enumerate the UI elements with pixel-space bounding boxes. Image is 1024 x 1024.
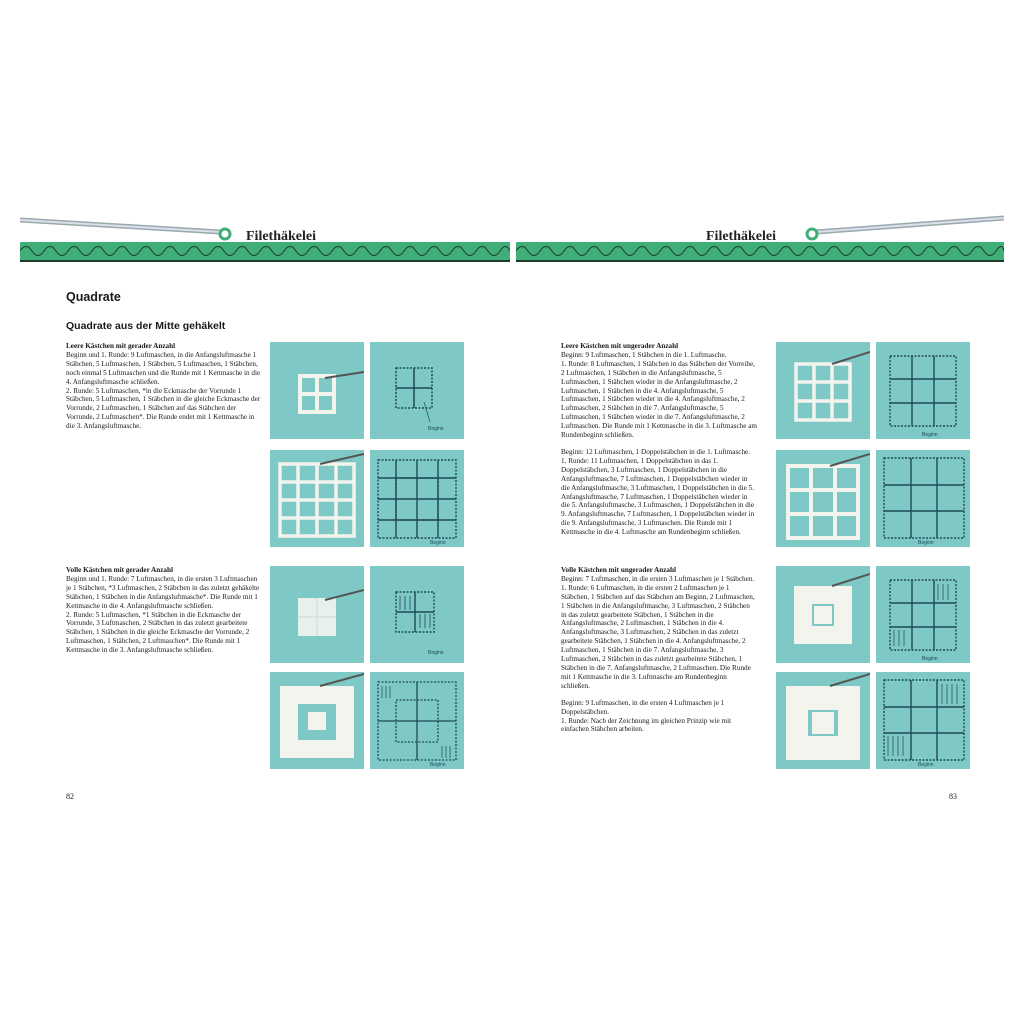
right-block-2-text-b: Beginn: 9 Luftmaschen, in die ersten 4 Luftmaschen je 1 Doppelstäbchen. 1. Runde: Nach der Zeichnung im gleichen Prinzip wie mit einfachen Stäbchen arbeiten.: [561, 698, 732, 734]
crochet-sample-3x3-large-illustration: [776, 450, 870, 547]
crochet-photo-4: [270, 672, 364, 769]
crochet-sample-3x3-illustration: [776, 342, 870, 439]
crochet-photo-8: [776, 672, 870, 769]
crochet-photo-7: [776, 566, 870, 663]
crochet-diagram-2: [370, 450, 464, 547]
crochet-diagram-3: [370, 566, 464, 663]
crochet-sample-solid-3x3-large-illustration: [776, 672, 870, 769]
crochet-diagram-4: [370, 672, 464, 769]
crochet-diagram-7: [876, 566, 970, 663]
crochet-photo-2: [270, 450, 364, 547]
crochet-sample-2x2-illustration: [270, 342, 364, 439]
diagram-2-label: Beginn: [430, 540, 446, 546]
chart-diagram-7: [876, 566, 970, 663]
right-block-1-title: Leere Kästchen mit ungerader Anzahl: [561, 342, 679, 350]
right-block-1-text-b: Beginn: 12 Luftmaschen, 1 Doppelstäbchen in die 1. Luftmasche. 1. Runde: 11 Luftmaschen, 1 Doppelstäbchen in das 1. Doppelstäbchen, 3 Luftmaschen, 1 Doppelstäbchen in die Anfangsluftmasche, 7 Luftmaschen, 1 Doppelstäbchen wieder in die Anfangsluftmasche, 3 Luftmaschen, 1 Doppelstäbchen in die 5. Anfangsluftmasche, 7 Luftmaschen, 1 Doppelstäbchen wieder in die 5. Anfangsluftmasche, 3 Luftmaschen, 1 Doppelstäbchen in die 9. Anfangsluftmasche, 7 Luftmaschen, 1 Doppelstäbchen wieder in die 9. Anfangsluftmasche, 3 Luftmaschen. Die Runde mit 1 Kettmasche in die 4. Luftmasche am Rundenbeginn schließen.: [561, 447, 755, 537]
chart-diagram-1: [370, 342, 464, 439]
crochet-sample-solid-3x3-illustration: [776, 566, 870, 663]
right-block-2-title: Volle Kästchen mit ungerader Anzahl: [561, 566, 677, 574]
diagram-6-label: Beginn: [918, 540, 934, 546]
crochet-photo-5: [776, 342, 870, 439]
subsection-title: Quadrate aus der Mitte gehäkelt: [66, 320, 226, 332]
chart-diagram-4: [370, 672, 464, 769]
chart-diagram-8: [876, 672, 970, 769]
diagram-4-label: Beginn: [430, 762, 446, 768]
page-number-left: 82: [66, 792, 74, 801]
crochet-diagram-6: [876, 450, 970, 547]
crochet-diagram-5: [876, 342, 970, 439]
left-header-title: Filethäkelei: [246, 229, 316, 244]
chart-diagram-2: [370, 450, 464, 547]
left-block-1-text: Beginn und 1. Runde: 9 Luftmaschen, in die Anfangsluftmasche 1 Stäbchen, 5 Luftmaschen, 1 Stäbchen, 5 Luftmaschen, 1 Stäbchen, noch einmal 5 Luftmaschen und die Runde mit 1 Kettmasche in die 4. Anfangsluftmasche schließen. 2. Runde: 5 Luftmaschen, *in die Eckmasche der Vorrunde 1 Stäbchen, 5 Luftmaschen, 1 Stäbchen in die gleiche Eckmasche der Vorrunde, 2 Luftmaschen, 1 Stäbchen auf das Stäbchen der Vorrunde, 2 Luftmaschen*. Die Runde endet mit 1 Kettmasche in die 3. Anfangsluftmasche.: [66, 350, 261, 431]
section-title: Quadrate: [66, 290, 121, 304]
diagram-5-label: Beginn: [922, 432, 938, 438]
crochet-sample-solid-2x2-illustration: [270, 566, 364, 663]
left-block-1: [66, 342, 262, 431]
left-block-1-title: Leere Kästchen mit gerader Anzahl: [66, 342, 176, 350]
right-header-title: Filethäkelei: [706, 229, 776, 244]
crochet-photo-6: [776, 450, 870, 547]
chart-diagram-6: [876, 450, 970, 547]
right-block-2-text-a: Beginn: 7 Luftmaschen, in die ersten 3 Luftmaschen je 1 Stäbchen. 1. Runde: 6 Luftmaschen, in die ersten 2 Luftmaschen je 1 Stäbchen, 1 Stäbchen auf das Stäbchen am Beginn, 2 Luftmaschen, 1 Stäbchen in die Anfangsluftmasche, 3 Luftmaschen, 2 Stäbchen in das zuletzt gearbeitete Stäbchen, 1 Stäbchen in die Anfangsluftmasche, 2 Luftmaschen, 1 Stäbchen in die 4. Anfangsluftmasche, 3 Luftmaschen, 2 Stäbchen in das zuletzt gearbeitete Stäbchen, 1 Stäbchen in die 4. Anfangsluftmasche, 2 Luftmaschen, 1 Stäbchen in die 7. Anfangsluftmasche, 3 Luftmaschen, 2 Stäbchen in das zuletzt gearbeitete Stäbchen, 1 Stäbchen in die 7. Anfangsluftmasche, 2 Luftmaschen. Die Runde mit 1 Kettmasche in die 3. Luftmasche am Rundenbeginn schließen.: [561, 574, 755, 690]
left-block-2-text: Beginn und 1. Runde: 7 Luftmaschen, in die ersten 3 Luftmaschen je 1 Stäbchen, *3 Luftmaschen, 2 Stäbchen in das zuletzt gehäkelte Stäbchen, 1 Stäbchen in die Anfangsluftmasche*. Die Runde mit 1 Kettmasche in die 4. Anfangsluftmasche schließen. 2. Runde: 5 Luftmaschen, *1 Stäbchen in die Eckmasche der Vorrunde, 3 Luftmaschen, 2 Stäbchen in das zuletzt gearbeitete Stäbchen, 1 Stäbchen in die gleiche Eckmasche der Vorrunde, 2 Luftmaschen, 1 Stäbchen, 2 Luftmaschen*. Die Runde mit 1 Kettmasche in die 3. Anfangsluftmasche schließen.: [66, 574, 260, 655]
crochet-diagram-8: [876, 672, 970, 769]
diagram-8-label: Beginn: [918, 762, 934, 768]
crochet-sample-4x4-illustration: [270, 450, 364, 547]
right-block-1: [561, 342, 757, 537]
right-block-2: [561, 566, 757, 734]
crochet-photo-3: [270, 566, 364, 663]
chart-diagram-5: [876, 342, 970, 439]
right-block-1-text-a: Beginn: 9 Luftmaschen, 1 Stäbchen in die 1. Luftmasche. 1. Runde: 8 Luftmaschen, 1 Stäbchen in das Stäbchen der Vorreihe, 2 Luftmaschen, 1 Stäbchen in die Anfangsluftmasche, 5 Luftmaschen, 1 Stäbchen wieder in die Anfangsluftmasche, 2 Luftmaschen, 1 Stäbchen in die 4. Anfangsluftmasche, 5 Luftmaschen, 1 Stäbchen wieder in die 4. Anfangsluftmasche, 2 Luftmaschen, 2 Stäbchen in die 7. Anfangsluftmasche, 5 Luftmaschen, 1 Stäbchen wieder in die 7. Anfangsluftmasche, 2 Luftmaschen. Die Runde mit 1 Kettmasche in die 3. Luftmasche am Rundenbeginn schließen.: [561, 350, 758, 440]
left-block-2: [66, 566, 262, 655]
crochet-sample-solid-4x4-illustration: [270, 672, 364, 769]
diagram-7-label: Beginn: [922, 656, 938, 662]
crochet-photo-1: [270, 342, 364, 439]
left-block-2-title: Volle Kästchen mit gerader Anzahl: [66, 566, 174, 574]
page-number-right: 83: [949, 792, 957, 801]
chart-diagram-3: [370, 566, 464, 663]
crochet-diagram-1: [370, 342, 464, 439]
diagram-1-label: Beginn: [428, 426, 444, 432]
diagram-3-label: Beginn: [428, 650, 444, 656]
